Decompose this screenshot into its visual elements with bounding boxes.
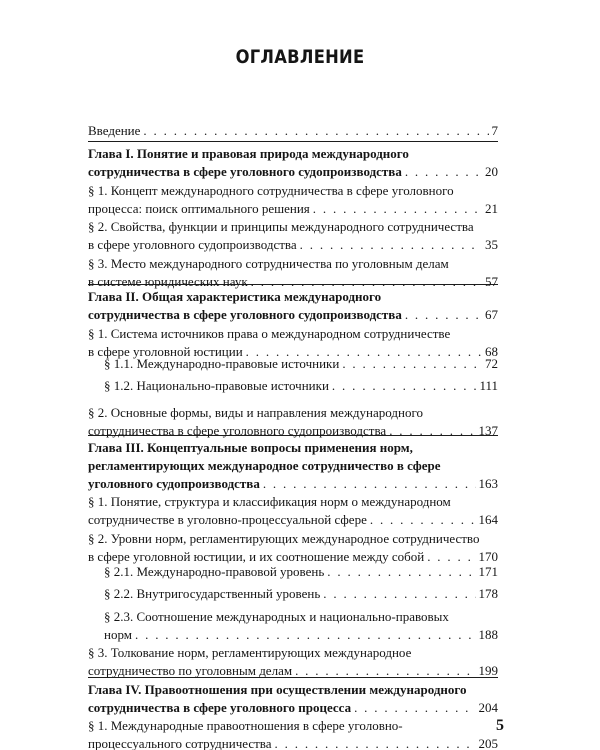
toc-line [88,163,498,181]
toc-line-text: § 2.3. Соотношение международных и национально-правовых [104,609,449,624]
toc-line [88,439,498,457]
toc-line-text: § 2.1. Международно-правовой уровень [104,564,325,579]
toc-subsection-3-2-2[interactable] [104,585,498,603]
toc-page-number: 72 [485,356,498,371]
toc-line-text: § 1. Система источников права о международном сотрудничестве [88,326,451,341]
toc-line-text: § 3. Место международного сотрудничества по уголовным делам [88,256,449,271]
dot-leader [389,422,475,440]
toc-line [88,735,498,750]
dot-leader [323,585,475,603]
chapter-1-divider [88,141,498,142]
toc-section-2-2[interactable] [88,404,498,440]
toc-page-number: 178 [478,586,498,601]
page-number: 5 [496,717,504,734]
toc-line-text: в сфере уголовной юстиции [88,344,243,359]
toc-line [88,182,498,200]
toc-line-text: Глава II. Общая характеристика международного [88,289,382,304]
toc-page-number: 204 [478,700,498,715]
toc-line-text: сотрудничества в сфере уголовного судопроизводства [88,164,402,179]
toc-line-text: § 2.2. Внутригосударственный уровень [104,586,321,601]
toc-line-text: в сфере уголовного судопроизводства [88,237,297,252]
toc-subsection-2-1-1[interactable] [104,355,498,373]
toc-page-number: 20 [485,164,498,179]
dot-leader [263,475,476,493]
toc-section-1-2[interactable] [88,218,498,254]
toc-line-text: норм [104,627,132,642]
toc-line [88,530,498,548]
toc-subsection-3-2-3[interactable] [104,608,498,644]
toc-chapter-1[interactable] [88,145,498,181]
toc-section-1-3[interactable] [88,255,498,291]
toc-line [104,626,498,644]
toc-line-text: сотрудничества в сфере уголовного процесса [88,700,352,715]
toc-line-text: процессуального сотрудничества [88,736,272,750]
toc-line [88,145,498,163]
toc-line-text: Глава IV. Правоотношения при осуществлении международного [88,682,467,697]
dot-leader [405,306,482,324]
toc-line-text: Глава I. Понятие и правовая природа международного [88,146,409,161]
toc-page-number: 67 [485,307,498,322]
toc-line [88,236,498,254]
toc-page-number: 21 [485,201,498,216]
toc-line [88,422,498,440]
toc-page-number: 68 [485,344,498,359]
dot-leader [332,377,477,395]
toc-page-number: 170 [478,549,498,564]
toc-line-text: в системе юридических наук [88,274,248,289]
toc-line-text: процесса: поиск оптимального решения [88,201,310,216]
page-title: ОГЛАВЛЕНИЕ [235,46,365,68]
toc-page-number: 205 [478,736,498,750]
toc-line-text: сотрудничества в сфере уголовного судопроизводства [88,423,387,438]
toc-subsection-2-1-2[interactable] [104,377,498,395]
toc-entry-intro[interactable] [88,122,498,140]
toc-section-4-1[interactable] [88,717,498,750]
toc-line-text: § 1.1. Международно-правовые источники [104,356,340,371]
toc-subsection-3-2-1[interactable] [104,563,498,581]
toc-line [88,511,498,529]
toc-line [88,122,498,140]
toc-section-3-3[interactable] [88,644,498,680]
toc-page-number: 111 [479,378,498,393]
dot-leader [405,163,482,181]
toc-line [88,493,498,511]
toc-page-number: 57 [485,274,498,289]
toc-line-text: в сфере уголовной юстиции, и их соотношение между собой [88,549,425,564]
toc-line [88,200,498,218]
toc-chapter-3[interactable] [88,439,498,493]
toc-line-text: § 2. Свойства, функции и принципы международного сотрудничества [88,219,474,234]
toc-line-text: § 1. Концепт международного сотрудничества в сфере уголовного [88,183,454,198]
dot-leader [143,122,488,140]
toc-line-text: сотрудничества в сфере уголовного судопроизводства [88,307,402,322]
dot-leader [275,735,476,750]
toc-page-number: 188 [478,627,498,642]
toc-page-number: 35 [485,237,498,252]
toc-line [88,644,498,662]
toc-line-text: сотрудничество по уголовным делам [88,663,293,678]
toc-line [88,475,498,493]
toc-line-text: § 2. Уровни норм, регламентирующих международное сотрудничество [88,531,480,546]
toc-section-3-1[interactable] [88,493,498,529]
dot-leader [135,626,476,644]
toc-line-text: § 1. Международные правоотношения в сфере уголовно- [88,718,403,733]
toc-line-text: Глава III. Концептуальные вопросы применения норм, [88,440,413,455]
toc-page-number: 164 [478,512,498,527]
toc-line-text: § 3. Толкование норм, регламентирующих международное [88,645,412,660]
dot-leader [295,662,475,680]
toc-chapter-4[interactable] [88,681,498,717]
toc-chapter-2[interactable] [88,288,498,324]
dot-leader [313,200,482,218]
toc-page-number: 7 [491,123,498,138]
toc-section-3-2[interactable] [88,530,498,566]
toc-line-text: регламентирующих международное сотрудничество в сфере [88,458,441,473]
toc-line-text: уголовного судопроизводства [88,476,260,491]
toc-line-text: § 1. Понятие, структура и классификация норм о международном [88,494,451,509]
toc-line [88,457,498,475]
toc-line [88,325,498,343]
toc-line [88,662,498,680]
toc-line [88,681,498,699]
toc-line [104,355,498,373]
toc-line-text: § 2. Основные формы, виды и направления международного [88,405,423,420]
toc-line [88,306,498,324]
toc-line-text: Введение [88,123,141,138]
dot-leader [300,236,482,254]
toc-line-text: сотрудничестве в уголовно-процессуальной сфере [88,512,367,527]
toc-page-number: 171 [478,564,498,579]
dot-leader [354,699,475,717]
dot-leader [342,355,482,373]
toc-line [88,255,498,273]
toc-line-text: § 1.2. Национально-правовые источники [104,378,329,393]
toc-line [104,608,498,626]
toc-line [104,585,498,603]
toc-page-number: 137 [478,423,498,438]
toc-line [88,404,498,422]
toc-line [104,563,498,581]
toc-line [104,377,498,395]
toc-section-1-1[interactable] [88,182,498,218]
toc-page-number: 199 [478,663,498,678]
toc-line [88,288,498,306]
toc-page-number: 163 [478,476,498,491]
toc-line [88,699,498,717]
dot-leader [370,511,476,529]
toc-line [88,717,498,735]
toc-line [88,218,498,236]
dot-leader [327,563,475,581]
